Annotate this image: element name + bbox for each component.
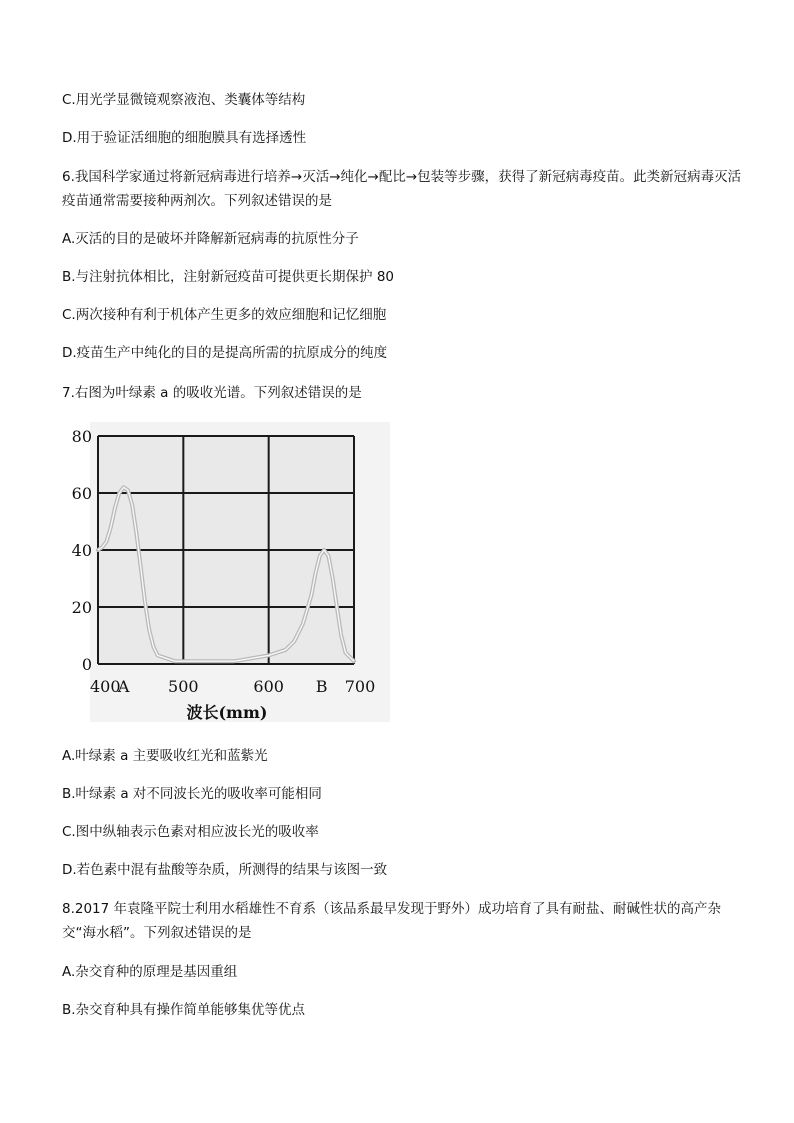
y-tick-label-0: 0: [81, 655, 92, 674]
q6-option-a: A.灭活的目的是破坏并降解新冠病毒的抗原性分子: [62, 231, 359, 247]
q8-stem: 8.2017 年袁隆平院士利用水稻雄性不育系（该品系最早发现于野外）成功培育了具有耐盐、耐碱性状的高产杂交“海水稻”。下列叙述错误的是: [62, 901, 722, 941]
y-tick-label-60: 60: [71, 484, 92, 503]
chart-svg: [62, 418, 392, 730]
x-tick-label-700: 700: [344, 677, 376, 696]
q7-option-d: D.若色素中混有盐酸等杂质，所测得的结果与该图一致: [62, 862, 388, 878]
q5-option-d: D.用于验证活细胞的细胞膜具有选择透性: [62, 130, 307, 146]
q8-option-b: B.杂交育种具有操作简单能够集优等优点: [62, 1002, 306, 1018]
q6-stem: 6.我国科学家通过将新冠病毒进行培养→灭活→纯化→配比→包装等步骤，获得了新冠病毒疫苗。此类新冠病毒灭活疫苗通常需要接种两剂次。下列叙述错误的是: [62, 169, 742, 209]
y-tick-label-20: 20: [71, 598, 92, 617]
q7-stem: 7.右图为叶绿素 a 的吸收光谱。下列叙述错误的是: [62, 385, 362, 401]
q7-option-a: A.叶绿素 a 主要吸收红光和蓝紫光: [62, 748, 268, 764]
q5-option-c: C.用光学显微镜观察液泡、类囊体等结构: [62, 92, 306, 108]
q6-option-b: B.与注射抗体相比，注射新冠疫苗可提供更长期保护 80: [62, 269, 395, 285]
x-axis-label: 波长(mm): [186, 703, 268, 722]
y-tick-label-40: 40: [71, 541, 92, 560]
point-label-B: B: [315, 677, 328, 696]
q7-option-b: B.叶绿素 a 对不同波长光的吸收率可能相同: [62, 786, 322, 802]
x-tick-label-600: 600: [253, 677, 284, 696]
q8-option-a: A.杂交育种的原理是基因重组: [62, 964, 238, 980]
q7-option-c: C.图中纵轴表示色素对相应波长光的吸收率: [62, 824, 319, 840]
x-tick-label-400: 400: [90, 677, 121, 696]
x-tick-label-500: 500: [168, 677, 199, 696]
point-label-A: A: [117, 677, 130, 696]
q6-option-d: D.疫苗生产中纯化的目的是提高所需的抗原成分的纯度: [62, 345, 388, 361]
q6-option-c: C.两次接种有利于机体产生更多的效应细胞和记忆细胞: [62, 307, 387, 323]
absorption-spectrum-chart: [62, 418, 392, 730]
y-tick-label-80: 80: [71, 427, 92, 446]
